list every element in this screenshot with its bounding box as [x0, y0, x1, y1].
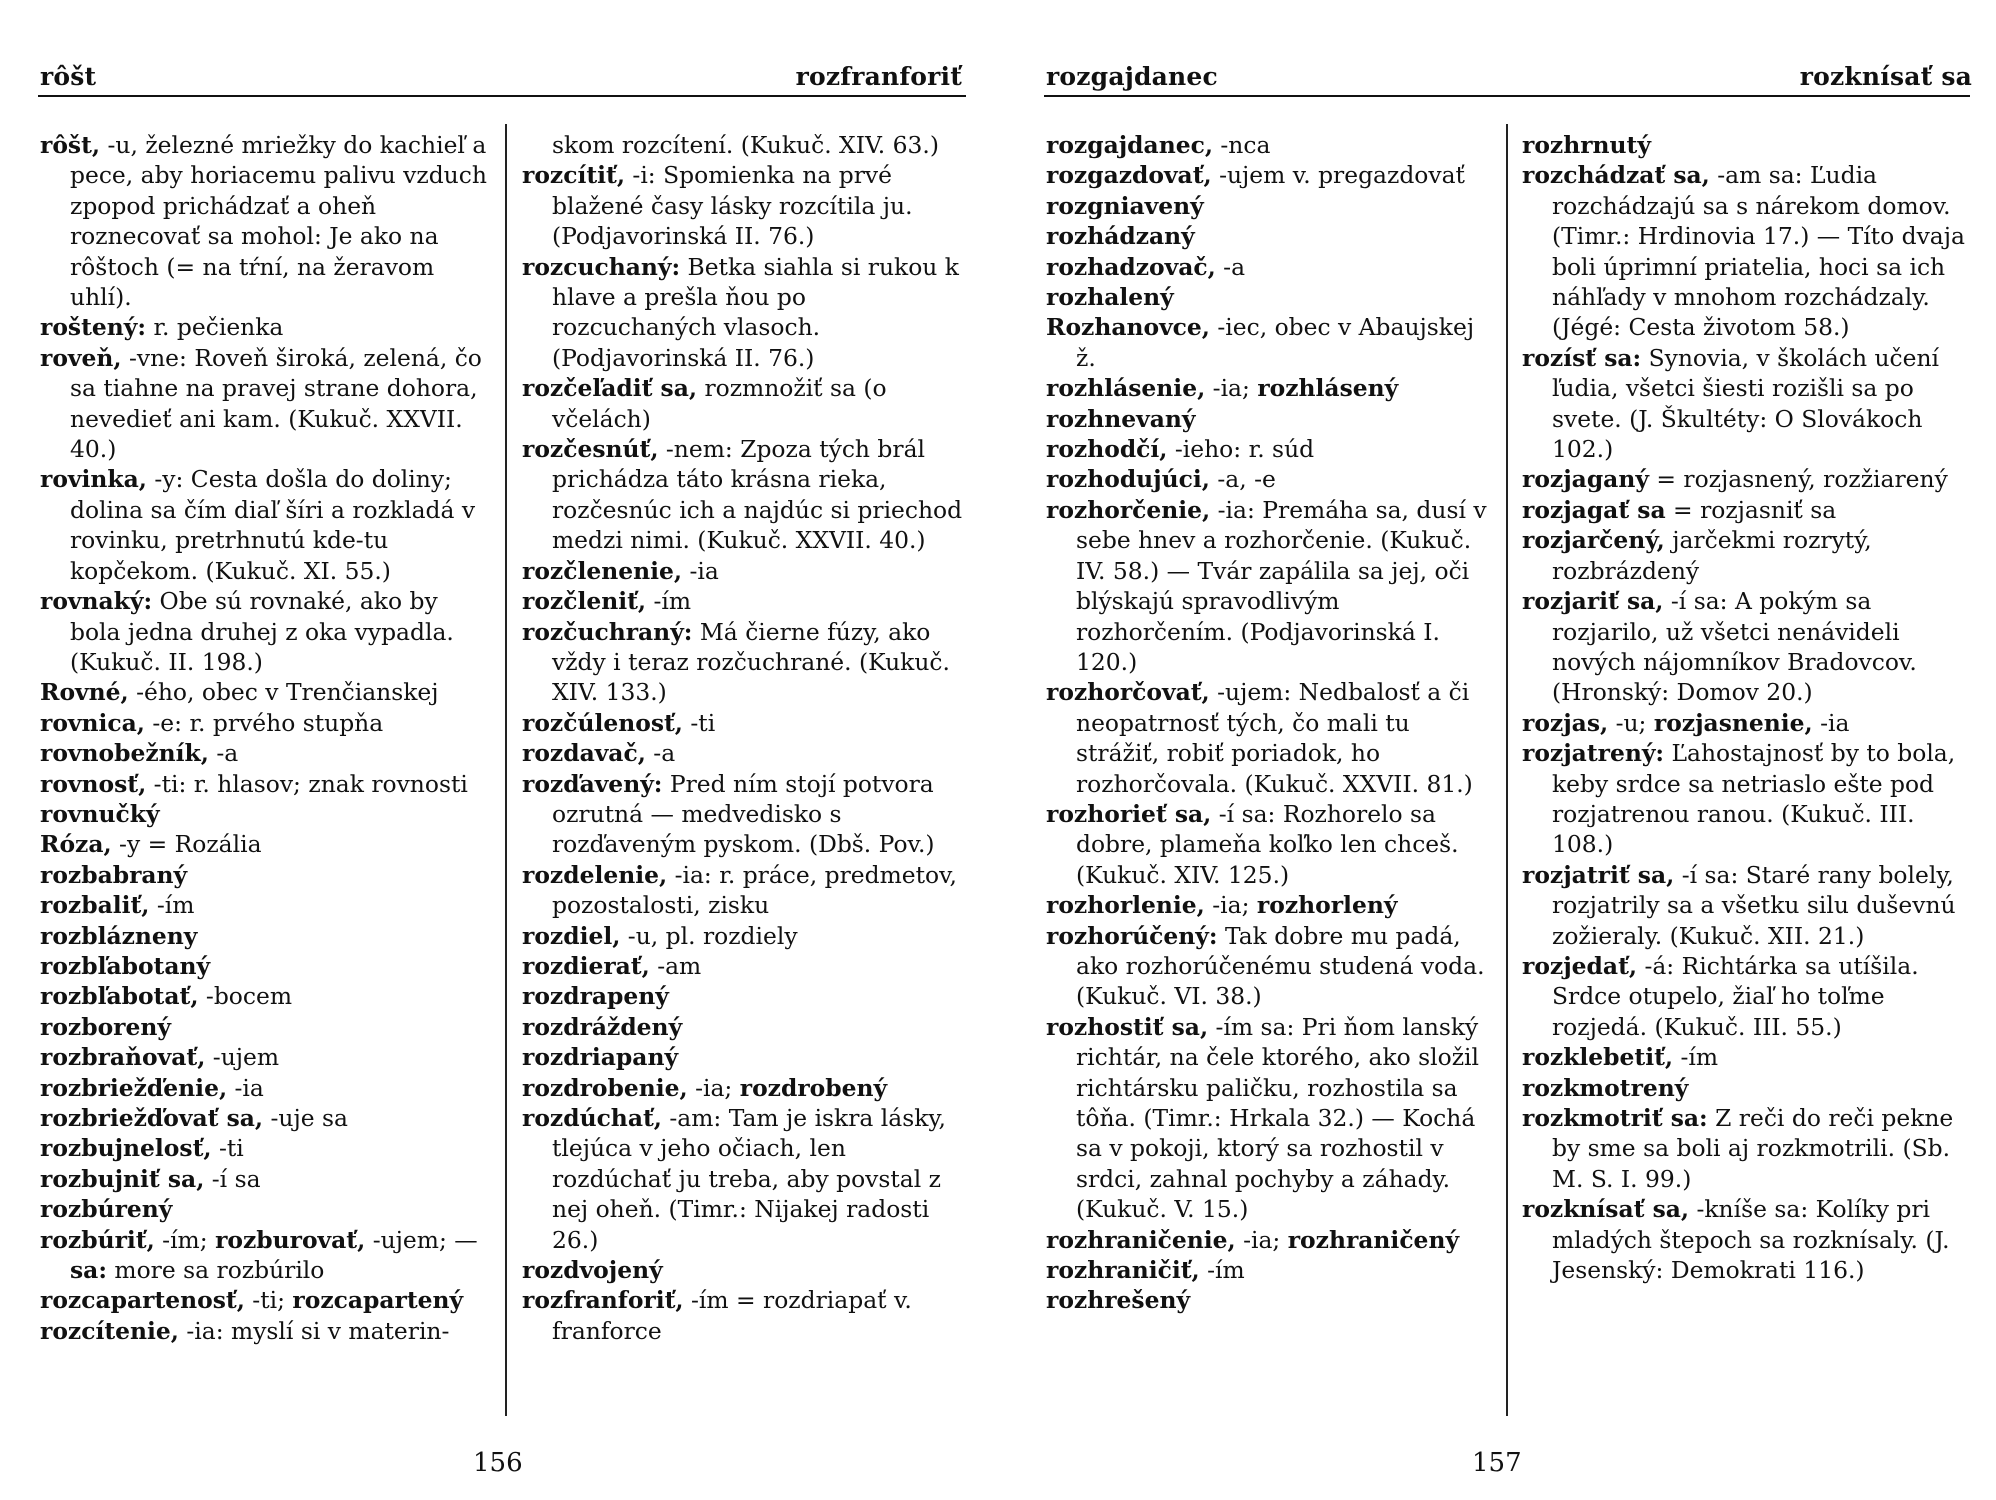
definition: -ia; [1235, 1225, 1288, 1254]
dictionary-entry [522, 921, 972, 951]
dictionary-entry [1046, 799, 1492, 890]
definition: -ia; [1205, 374, 1258, 403]
headword: rovnosť, [40, 769, 147, 798]
headword: rozhostiť sa, [1046, 1012, 1209, 1041]
dictionary-entry [40, 799, 490, 829]
headword: roštený: [40, 313, 147, 342]
definition: -í sa [204, 1164, 261, 1193]
headword: rovnica, [40, 708, 145, 737]
headword: rozjagať sa [1522, 495, 1666, 524]
dictionary-entry [1046, 1012, 1492, 1225]
dictionary-entry [1046, 130, 1492, 160]
definition: -í sa: Staré rany bolely, rozjatrily sa a všetku silu duševnú zožieraly. (Kukuč. XII. 21.) [1552, 860, 1956, 950]
headword: roveň, [40, 343, 122, 372]
headword: rozbujnelosť, [40, 1134, 212, 1163]
headword: rozjedať, [1522, 951, 1638, 980]
dictionary-entry [1046, 495, 1492, 677]
dictionary-entry [1046, 282, 1492, 312]
headword: rozbaliť, [40, 891, 150, 920]
dictionary-entry [522, 708, 972, 738]
dictionary-entry [1522, 495, 1970, 525]
headword: rozhalený [1046, 283, 1174, 312]
definition: -a [208, 739, 239, 768]
definition: -iec, obec v Abaujskej ž. [1076, 313, 1475, 372]
definition: -u, pl. rozdiely [620, 921, 798, 950]
definition: -vne: Roveň široká, zelená, čo sa tiahne na pravej strane dohora, nevedieť ani kam. (Kukuč. XXVII. 40.) [70, 343, 482, 464]
dictionary-entry [40, 1285, 490, 1315]
dictionary-entry [522, 373, 972, 434]
headword: rozjas, [1522, 708, 1609, 737]
dictionary-entry [522, 1012, 972, 1042]
definition: -ím [1199, 1256, 1245, 1285]
headword: rozdvojený [522, 1256, 663, 1285]
dictionary-entry [40, 769, 490, 799]
column-divider [1506, 124, 1508, 1416]
headword: rozjasnenie, [1653, 708, 1813, 737]
definition: -ia: Premáha sa, dusí v sebe hnev a rozhorčenie. (Kukuč. IV. 58.) — Tvár zapálila sa jej, oči blýskajú spravodlivým rozhorčením. (Podjavorinská I. 120.) [1076, 495, 1487, 676]
headword: rozcapartený [292, 1286, 464, 1315]
headword: rozhorieť sa, [1046, 799, 1212, 828]
headword: rozknísať sa, [1522, 1195, 1690, 1224]
definition: -ia [682, 556, 719, 585]
dictionary-entry [1522, 1073, 1970, 1103]
headword: rozčesnúť, [522, 435, 659, 464]
dictionary-entry [1046, 373, 1492, 403]
definition: -u, železné mriežky do kachieľ a pece, aby horiacemu palivu vzduch zpopod prichádzať a oheň roznecovať sa mohol: Je ako na rôštoch (= na tŕní, na žeravom uhlí). [70, 131, 487, 312]
headword: rozhorlenie, [1046, 891, 1205, 920]
definition: -nca [1212, 131, 1271, 159]
definition: -nem: Zpoza tých brál prichádza táto krásna rieka, rozčesnúc ich a najdúc si priechod medzi nimi. (Kukuč. XXVII. 40.) [552, 435, 963, 555]
dictionary-entry [522, 738, 972, 768]
dictionary-entry [522, 617, 972, 708]
headword: rozfranforiť, [522, 1286, 684, 1315]
dictionary-entry [40, 1012, 490, 1042]
headword: rozkmotriť sa: [1522, 1104, 1708, 1132]
dictionary-entry [1046, 404, 1492, 434]
headword: rozdrobený [739, 1073, 888, 1102]
headword: rozgajdanec, [1046, 131, 1213, 159]
headword: rozhádzaný [1046, 222, 1195, 251]
headword: rozdrapený [522, 982, 669, 1011]
headword: rozdrobenie, [522, 1073, 688, 1102]
headword: rovnučký [40, 799, 160, 828]
dictionary-entry [40, 890, 490, 920]
headword: rozcítiť, [522, 161, 625, 190]
column-right [522, 130, 972, 1346]
definition: -y: Cesta došla do doliny; dolina sa čím diaľ šíri a rozkladá v rovinku, pretrhnutú kde-tu kopčekom. (Kukuč. XI. 55.) [70, 465, 476, 585]
header-rule [38, 95, 966, 97]
headword: rozdiel, [522, 921, 621, 950]
running-head-right: rozknísať sa [1799, 62, 1972, 91]
definition: -ého, obec v Trenčianskej [128, 678, 439, 707]
dictionary-entry [1522, 525, 1970, 586]
dictionary-entry [1522, 586, 1970, 708]
page-number: 156 [473, 1448, 523, 1478]
headword: rozčúlenosť, [522, 708, 683, 737]
definition: -ujem v. pregazdovať [1211, 161, 1465, 190]
dictionary-entry [1522, 708, 1970, 738]
headword: rozdierať, [522, 951, 650, 980]
dictionary-entry [40, 1042, 490, 1072]
dictionary-entry [40, 738, 490, 768]
headword: rozjarčený, [1522, 526, 1665, 555]
dictionary-entry [522, 434, 972, 556]
headword: rozbľabotaný [40, 951, 211, 980]
definition: -uje sa [263, 1104, 348, 1132]
dictionary-entry [1522, 130, 1970, 160]
dictionary-entry [1046, 1285, 1492, 1315]
headword: rovinka, [40, 465, 147, 494]
definition: Pred ním stojí potvora ozrutná — medvedisko s rozďaveným pyskom. (Dbš. Pov.) [552, 769, 935, 859]
definition: -ti; [244, 1286, 293, 1315]
dictionary-entry [40, 130, 490, 312]
definition: Synovia, v školách učení ľudia, všetci šiesti rozišli sa po svete. (J. Škultéty: O Slovákoch 102.) [1552, 343, 1939, 464]
dictionary-entry [40, 343, 490, 465]
headword: rozcapartenosť, [40, 1286, 245, 1315]
definition: -ia; [1204, 891, 1257, 920]
dictionary-entry [40, 860, 490, 890]
headword: rozdavač, [522, 739, 646, 768]
headword: rozhraničený [1287, 1225, 1460, 1254]
headword: rozborený [40, 1012, 171, 1041]
dictionary-entry [1522, 1103, 1970, 1194]
dictionary-entry [522, 769, 972, 860]
dictionary-entry [522, 160, 972, 251]
definition: Z reči do reči pekne by sme sa boli aj rozkmotrili. (Sb. M. S. I. 99.) [1552, 1104, 1954, 1193]
dictionary-entry [1522, 1194, 1970, 1285]
definition: -ím = rozdriapať v. franforce [552, 1286, 912, 1345]
headword: rozchádzať sa, [1522, 161, 1710, 190]
definition: skom rozcítení. (Kukuč. XIV. 63.) [552, 131, 939, 159]
dictionary-entry [1522, 951, 1970, 1042]
definition: -ím sa: Pri ňom lanský richtár, na čele ktorého, ako složil richtársku paličku, rozhostila sa tôňa. (Timr.: Hrkala 32.) — Kochá sa v pokoji, ktorý sa rozhostil v srdci, zahnal pochyby a záhady. (Kukuč. V. 15.) [1076, 1012, 1479, 1224]
headword: rozhnevaný [1046, 404, 1196, 433]
headword: rozdráždený [522, 1012, 683, 1041]
dictionary-entry [1046, 160, 1492, 190]
headword: rozhadzovač, [1046, 252, 1216, 281]
dictionary-entry [522, 1042, 972, 1072]
dictionary-entry [522, 586, 972, 616]
headword: rozbúrený [40, 1195, 173, 1224]
headword: rozdúchať, [522, 1104, 662, 1132]
definition: r. pečienka [146, 313, 284, 342]
column-divider [505, 124, 507, 1416]
headword: rozčuchraný: [522, 617, 693, 646]
dictionary-entry [40, 1133, 490, 1163]
dictionary-entry [522, 951, 972, 981]
headword: rozbriežďovať sa, [40, 1104, 264, 1132]
dictionary-entry [1522, 464, 1970, 494]
dictionary-entry [1046, 890, 1492, 920]
definition: more sa rozbúrilo [106, 1256, 325, 1285]
definition: -kníše sa: Kolíky pri mladých štepoch sa rozknísaly. (J. Jesenský: Demokrati 116.) [1552, 1195, 1950, 1285]
headword: rozjatriť sa, [1522, 860, 1675, 889]
headword: rozbriežďenie, [40, 1073, 228, 1102]
dictionary-entry [522, 981, 972, 1011]
headword: rozgniavený [1046, 191, 1204, 220]
definition: Má čierne fúzy, ako vždy i teraz rozčuchrané. (Kukuč. XIV. 133.) [552, 617, 950, 707]
headword: Rovné, [40, 678, 129, 707]
headword: rozjaganý [1522, 465, 1649, 494]
headword: rozhodčí, [1046, 435, 1168, 464]
definition: -a [1215, 252, 1246, 281]
definition: Betka siahla si rukou k hlave a prešla ňou po rozcuchaných vlasoch. (Podjavorinská II. 76.) [552, 252, 959, 372]
dictionary-entry [1522, 1042, 1970, 1072]
headword: rozcítenie, [40, 1316, 179, 1345]
definition: -ia: myslí si v materin- [178, 1316, 450, 1345]
headword: rozhlásenie, [1046, 374, 1206, 403]
definition: -ti [211, 1134, 244, 1163]
definition: -í sa: Rozhorelo sa dobre, plameňa koľko len chceš. (Kukuč. XIV. 125.) [1076, 799, 1459, 889]
headword: rozčleniť, [522, 587, 647, 616]
dictionary-entry [1522, 160, 1970, 342]
headword: Róza, [40, 830, 112, 859]
dictionary-entry [40, 677, 490, 707]
headword: rovnobežník, [40, 739, 209, 768]
dictionary-entry [40, 829, 490, 859]
definition: -á: Richtárka sa utíšila. Srdce otupelo, žiaľ ho toľme rozjedá. (Kukuč. III. 55.) [1552, 951, 1919, 1041]
definition: -ia; [687, 1073, 740, 1102]
definition: -ia [1812, 708, 1850, 737]
dictionary-entry [40, 1316, 490, 1346]
dictionary-entry [522, 1255, 972, 1285]
dictionary-entry [40, 586, 490, 677]
headword: rozjariť sa, [1522, 587, 1664, 616]
headword: rozísť sa: [1522, 343, 1642, 372]
definition: -a [645, 739, 676, 768]
headword: rozhrešený [1046, 1286, 1191, 1315]
definition: -ujem [205, 1043, 280, 1072]
dictionary-entry [1046, 921, 1492, 1012]
headword: rozhorlený [1256, 891, 1398, 920]
running-head-left: rôšt [40, 62, 97, 91]
headword: rozčeľadiť sa, [522, 374, 698, 403]
definition: -ti [682, 708, 716, 737]
headword: Rozhanovce, [1046, 313, 1210, 342]
dictionary-entry [1522, 860, 1970, 951]
definition: -ieho: r. súd [1167, 435, 1315, 464]
dictionary-entry [1522, 738, 1970, 860]
dictionary-entry [40, 921, 490, 951]
headword: rozdriapaný [522, 1043, 679, 1072]
dictionary-entry [40, 951, 490, 981]
headword: rozklebetiť, [1522, 1043, 1674, 1072]
headword: rozblázneny [40, 921, 198, 950]
headword: rozhrnutý [1522, 131, 1651, 159]
headword: rozgazdovať, [1046, 161, 1212, 190]
dictionary-entry [1522, 343, 1970, 465]
dictionary-entry [1046, 434, 1492, 464]
definition: -bocem [198, 982, 293, 1011]
headword: rozhraničenie, [1046, 1225, 1236, 1254]
definition: -ia: r. práce, predmetov, pozostalosti, zisku [552, 860, 957, 920]
definition: = rozjasnený, rozžiarený [1648, 465, 1948, 494]
definition: -i: Spomienka na prvé blažené časy lásky rozcítila ju. (Podjavorinská II. 76.) [552, 161, 913, 251]
header-rule [1044, 95, 1970, 97]
definition: Obe sú rovnaké, ako by bola jedna druhej z oka vypadla. (Kukuč. II. 198.) [70, 587, 454, 676]
definition: -am [649, 951, 702, 980]
page-number: 157 [1472, 1448, 1522, 1478]
definition: Ľahostajnosť by to bola, keby srdce sa netriaslo ešte pod rozjatrenou ranou. (Kukuč. III. 108.) [1552, 739, 1956, 859]
dictionary-entry [40, 1194, 490, 1224]
headword: sa: [70, 1256, 107, 1285]
headword: rozcuchaný: [522, 252, 681, 281]
definition: -e: r. prvého stupňa [144, 708, 384, 737]
dictionary-entry [522, 556, 972, 586]
definition: -ím [149, 891, 195, 920]
dictionary-entry [522, 130, 972, 160]
dictionary-entry [1046, 312, 1492, 373]
dictionary-entry [1046, 1255, 1492, 1285]
dictionary-entry [522, 1103, 972, 1255]
definition: -ti: r. hlasov; znak rovnosti [146, 769, 468, 798]
dictionary-entry [522, 1285, 972, 1346]
definition: -í sa: A pokým sa rozjarilo, už všetci nenávideli nových nájomníkov Bradovcov. (Hronský: Domov 20.) [1552, 587, 1917, 707]
definition: Tak dobre mu padá, ako rozhorúčenému studená voda. (Kukuč. VI. 38.) [1076, 921, 1485, 1011]
running-head-right: rozfranforiť [795, 62, 962, 91]
dictionary-entry [1046, 464, 1492, 494]
headword: rozbujniť sa, [40, 1164, 205, 1193]
definition: -u; [1608, 708, 1654, 737]
headword: rozhorúčený: [1046, 921, 1218, 950]
headword: rozburovať, [215, 1225, 366, 1254]
dictionary-entry [1046, 221, 1492, 251]
definition: -y = Rozália [111, 830, 262, 859]
definition: -ujem: Nedbalosť a či neopatrnosť tých, čo mali tu strážiť, robiť poriadok, ho rozhorčovala. (Kukuč. XXVII. 81.) [1076, 678, 1473, 798]
column-right [1522, 130, 1970, 1285]
headword: rovnaký: [40, 587, 153, 616]
dictionary-entry [1046, 1225, 1492, 1255]
definition: -ím; [154, 1225, 216, 1254]
headword: rozčlenenie, [522, 556, 683, 585]
dictionary-entry [40, 464, 490, 586]
headword: rozbraňovať, [40, 1043, 206, 1072]
definition: -am: Tam je iskra lásky, tlejúca v jeho očiach, len rozdúchať ju treba, aby povstal z nej oheň. (Timr.: Nijakej radosti 26.) [552, 1104, 946, 1254]
definition: -ia [227, 1073, 264, 1102]
headword: rozbľabotať, [40, 982, 199, 1011]
dictionary-entry [522, 860, 972, 921]
headword: rozhorčovať, [1046, 678, 1210, 707]
headword: rozkmotrený [1522, 1073, 1689, 1102]
definition: -ím [646, 587, 692, 616]
dictionary-entry [40, 1164, 490, 1194]
definition: = rozjasniť sa [1665, 495, 1837, 524]
dictionary-entry [522, 1073, 972, 1103]
dictionary-entry [40, 1103, 490, 1133]
headword: rozďavený: [522, 769, 663, 798]
dictionary-entry [40, 981, 490, 1011]
headword: rozhorčenie, [1046, 495, 1211, 524]
running-head-left: rozgajdanec [1046, 62, 1218, 91]
column-left [40, 130, 490, 1346]
dictionary-entry [40, 1225, 490, 1286]
dictionary-entry [1046, 252, 1492, 282]
dictionary-entry [40, 312, 490, 342]
definition: -ím [1673, 1043, 1719, 1072]
headword: rozhraničiť, [1046, 1256, 1200, 1285]
column-left [1046, 130, 1492, 1316]
headword: rozhodujúci, [1046, 465, 1210, 494]
headword: rôšt, [40, 131, 101, 159]
definition: jarčekmi rozrytý, rozbrázdený [1552, 526, 1872, 585]
dictionary-entry [1046, 677, 1492, 799]
dictionary-entry [40, 1073, 490, 1103]
dictionary-entry [1046, 191, 1492, 221]
dictionary-entry [40, 708, 490, 738]
right-page [1000, 0, 1996, 1500]
headword: rozbúriť, [40, 1225, 155, 1254]
headword: rozjatrený: [1522, 739, 1665, 768]
headword: rozbabraný [40, 860, 188, 889]
definition: rozmnožiť sa (o včelách) [552, 374, 887, 433]
headword: rozdelenie, [522, 860, 668, 889]
dictionary-entry [522, 252, 972, 374]
definition: -a, -e [1209, 465, 1276, 494]
headword: rozhlásený [1257, 374, 1399, 403]
definition: -am sa: Ľudia rozchádzajú sa s nárekom domov. (Timr.: Hrdinovia 17.) — Títo dvaja boli úprimní priatelia, hoci sa ich náhľady v mnohom rozchádzaly. (Jégé: Cesta životom 58.) [1552, 161, 1965, 342]
definition: -ujem; — [365, 1225, 478, 1254]
